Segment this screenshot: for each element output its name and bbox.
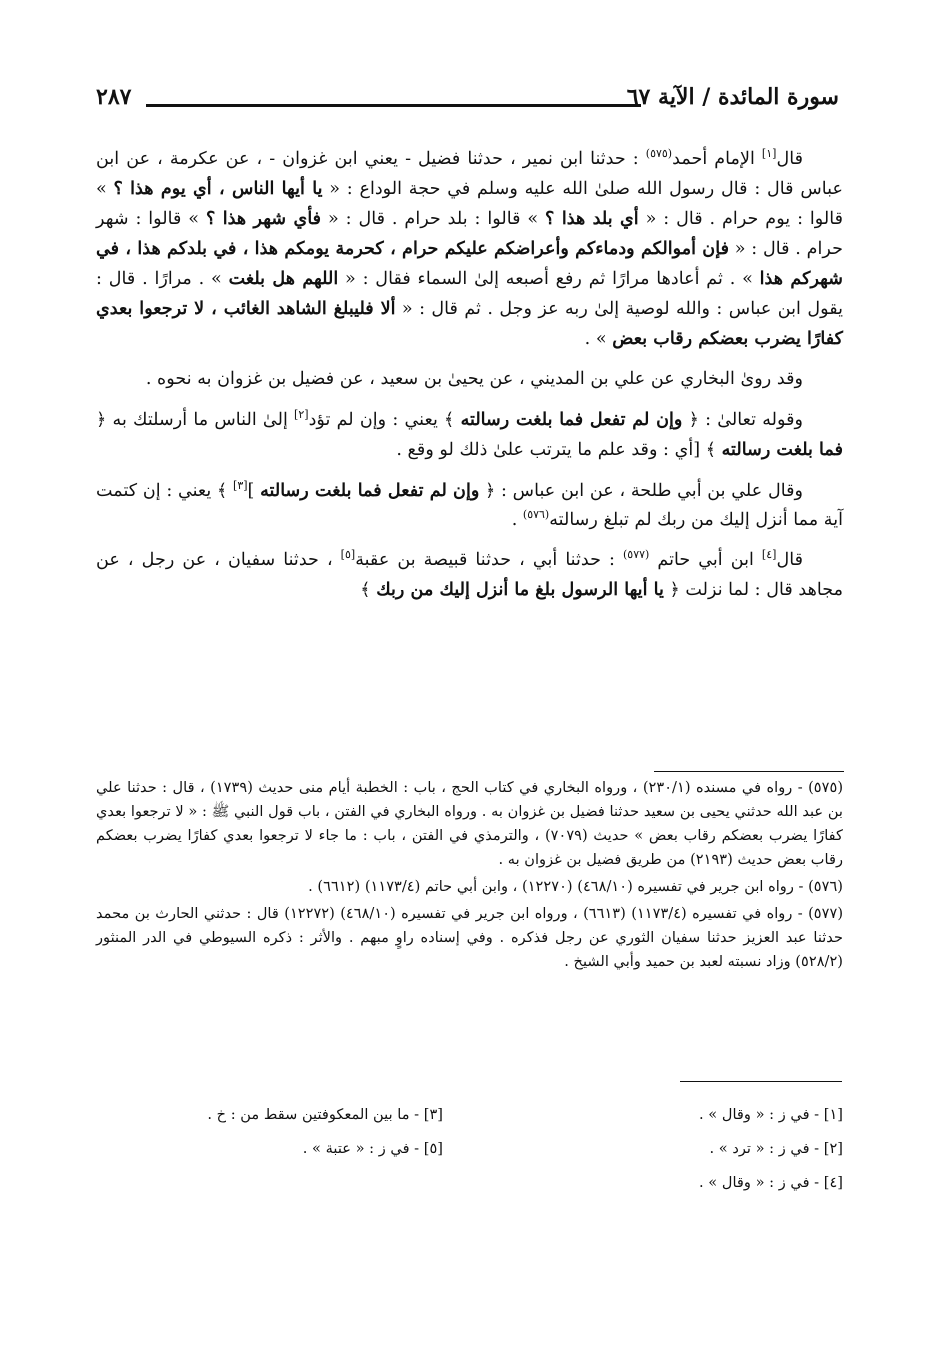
emphasized-text: فإن أموالكم ودماءكم وأعراضكم عليكم حرام ، كحرمة يومكم هذا ، في بلدكم هذا ، في شهركم هذا [96,238,844,289]
variant-note: [٣] - ما بين المعكوفتين سقط من : خ . [207,1106,443,1123]
text-run: ، حدثنا سفيان ، عن رجل ، عن مجاهد قال : لما نزلت ﴿ [96,550,843,600]
text-run: » قالوا : يوم حرام . قال : « [96,179,844,229]
emphasized-text: فأي شهر هذا ؟ [205,208,322,229]
emphasized-text: يا أيها الرسول بلغ ما أنزل إليك من ربك [376,579,664,600]
text-run: ابن أبي حاتم [649,550,762,570]
text-run: وقوله تعالىٰ : ﴿ [682,410,803,430]
variant-note: [٢] - في ز : « ترد » . [709,1140,843,1157]
main-text [96,145,843,616]
text-run: » قالوا : شهر حرام . قال : « [96,209,844,259]
text-run: : حدثنا أبي ، حدثنا قبيصة بن عقبة [355,550,623,570]
emphasized-text: وإن لم تفعل فما بلغت رسالته [260,480,480,501]
text-run: » . [584,329,613,349]
page-header [96,84,839,124]
footnote-divider [654,771,844,772]
note-marker: [٥] [340,548,356,562]
emphasized-text: فما بلغت رسالته [721,439,843,460]
paragraph [96,476,843,535]
text-run: » . ثم أعادها مرارًا ثم رفع أصبعه إلىٰ السماء فقال : « [338,269,760,289]
emphasized-text: أي بلد هذا ؟ [545,208,639,229]
text-run: ﴾ يعني : وإن لم تؤد [308,410,461,430]
text-run: وقد رویٰ البخاري عن علي بن المديني ، عن يحيىٰ بن سعيد ، عن فضيل بن غزوان به نحوه . [145,369,803,389]
note-marker: (٥٧٥) [645,147,673,161]
variants-column-right [483,1098,843,1200]
footnote-575: (٥٧٥) - رواه في مسنده (٢٣٠/١) ، ورواه البخاري في كتاب الحج ، باب : الخطبة أيام منى حديث (١٧٣٩) ، قال : حدثنا علي بن عبد الله حدثني يحيى بن سعيد حدثنا فضيل بن غزوان به . ورواه البخاري في الفتن ، باب قول النبي ﷺ : « لا ترجعوا بعدي كفارًا يضرب بعضكم رقاب بعض » حديث (٧٠٧٩) ، والترمذي في الفتن ، باب : ما جاء لا ترجعوا بعدي كفارًا يضرب بعضكم رقاب بعض حديث (٢١٩٣) من طريق فضيل بن غزوان به . [96,779,844,868]
note-marker: [٣] [233,479,248,493]
footnote-576: (٥٧٦) - رواه ابن جرير في تفسيره (٤٦٨/١٠) (١٢٢٧٠) ، وابن أبي حاتم (١١٧٣/٤) (٦٦١٢) . [308,878,843,895]
emphasized-text: اللهم هل بلغت [228,268,339,289]
header-rule [146,104,641,107]
paragraph [96,546,843,605]
text-run: ﴾ [360,580,377,600]
emphasized-text: يا أيها الناس ، أي يوم هذا ؟ [113,178,323,199]
emphasized-text: وإن لم تفعل فما بلغت رسالته [460,409,683,430]
variants-column-left [83,1098,443,1166]
emphasized-text: ألا فليبلغ الشاهد الغائب ، لا ترجعوا بعدي كفارًا يضرب بعضكم رقاب بعض [96,298,843,349]
text-run: ﴾ يعني : إن كتمت آية مما أنزل إليك من ربك لم تبلغ رسالته [96,481,843,530]
variant-note: [٤] - في ز : « وقال » . [699,1174,843,1191]
note-marker: (٥٧٧) [623,548,650,562]
text-run: الإمام أحمد [672,149,762,169]
text-run: : حدثنا ابن نمير ، حدثنا فضيل - يعني ابن غزوان - ، عن عكرمة ، عن ابن عباس قال : قال رسول الله صلىٰ الله عليه وسلم في حجة الوداع : « [96,149,843,199]
text-run: » قالوا : بلد حرام . قال : « [321,209,546,229]
text-run: إلىٰ الناس ما أرسلتك به ﴿ [96,410,295,430]
footnotes [96,776,843,977]
surah-verse-label: سورة المائدة / الآية ٦٧ [626,84,839,110]
text-run: . [511,510,523,530]
variants-divider [680,1081,842,1082]
paragraph [96,145,843,354]
variant-note: [١] - في ز : « وقال » . [699,1106,843,1123]
page-number: ٢٨٧ [96,84,132,110]
note-marker: [٢] [294,408,309,422]
note-marker: [٤] [761,548,777,562]
note-marker: (٥٧٦) [522,508,550,522]
text-run: » . مرارًا . قال : يقول ابن عباس : والله لوصية إلىٰ ربه عز وجل . ثم قال : « [96,269,843,319]
paragraph [96,365,843,394]
text-run: ] [247,481,261,501]
note-marker: [١] [761,147,777,161]
text-run: قال [776,149,803,169]
variant-note: [٥] - في ز : « عتبة » . [302,1140,443,1157]
text-run: وقال علي بن أبي طلحة ، عن ابن عباس : ﴿ [479,481,803,501]
text-run: قال [776,550,803,570]
text-run: ﴾ [أي : وقد علم ما يترتب علىٰ ذلك لو وقع . [396,440,722,460]
paragraph [96,405,843,465]
footnote-577: (٥٧٧) - رواه في تفسيره (١١٧٣/٤) (٦٦١٣) ، ورواه ابن جرير في تفسيره (٤٦٨/١٠) (١٢٢٧٢) قال : حدثني الحارث بن محمد حدثنا عبد العزيز حدثنا سفيان الثوري عن رجل فذكره . وفي إسناده راوٍ مبهم . والأثر : ذكره السيوطي في الدر المنثور (٥٢٨/٢) وزاد نسبته لعبد بن حميد وأبي الشيخ . [96,905,844,970]
